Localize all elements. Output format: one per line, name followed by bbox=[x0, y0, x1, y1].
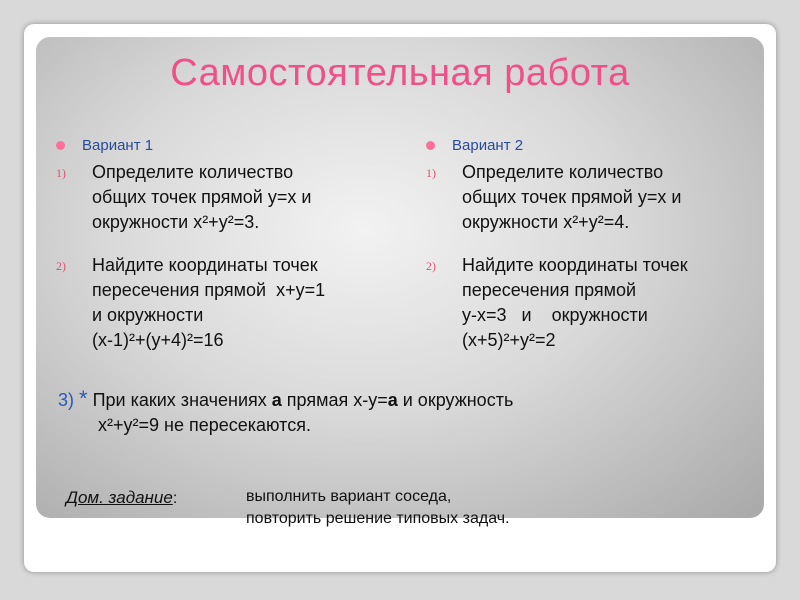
variant-1-task-1 bbox=[56, 160, 386, 235]
task-3-param: a bbox=[271, 390, 282, 410]
slide-title: Самостоятельная работа bbox=[170, 52, 630, 94]
task-text: Найдите координаты точек пересечения прямой y-x=3 и окружности (x+5)²+y²=2 bbox=[462, 255, 688, 350]
task-text: Определите количество общих точек прямой y=x и окружности x²+y²=4. bbox=[462, 162, 682, 232]
star-icon: * bbox=[79, 386, 88, 411]
task-3-param-2: a bbox=[387, 390, 398, 410]
task-3-number: 3) bbox=[58, 390, 75, 410]
homework-colon: : bbox=[172, 490, 178, 507]
variant-1-header bbox=[56, 134, 386, 156]
variant-1-label: Вариант 1 bbox=[82, 136, 154, 154]
task-3-line-2: x²+y²=9 не пересекаются. bbox=[98, 415, 311, 435]
task-3-line-1 bbox=[58, 386, 698, 413]
homework-label-wrap bbox=[66, 488, 246, 508]
task-text: Определите количество общих точек прямой y=x и окружности x²+y²=3. bbox=[92, 162, 312, 232]
homework-line-2: повторить решение типовых задач. bbox=[246, 510, 510, 527]
variant-2-column bbox=[426, 134, 756, 353]
task-3-text-mid: прямая x-y= bbox=[281, 390, 388, 410]
task-3-text-post: и окружность bbox=[397, 390, 514, 410]
bullet-icon bbox=[56, 141, 65, 150]
variant-1-column bbox=[56, 134, 386, 353]
task-text: Найдите координаты точек пересечения прямой x+y=1 и окружности (x-1)²+(y+4)²=16 bbox=[92, 255, 326, 350]
task-3-text-pre: При каких значениях bbox=[87, 390, 272, 410]
task-number: 1) bbox=[426, 166, 436, 180]
variant-2-task-1 bbox=[426, 160, 756, 235]
bullet-icon bbox=[426, 141, 435, 150]
task-number: 2) bbox=[56, 259, 66, 273]
homework-line-1: выполнить вариант соседа, bbox=[246, 488, 452, 505]
task-number: 1) bbox=[56, 166, 66, 180]
variant-2-label: Вариант 2 bbox=[452, 136, 524, 154]
task-3 bbox=[58, 386, 698, 438]
homework bbox=[66, 488, 666, 528]
variant-2-header bbox=[426, 134, 756, 156]
homework-label: Дом. задание bbox=[66, 488, 173, 507]
variant-1-task-2 bbox=[56, 253, 386, 353]
variant-2-task-2 bbox=[426, 253, 756, 353]
homework-row-1 bbox=[66, 488, 666, 508]
task-number: 2) bbox=[426, 259, 436, 273]
